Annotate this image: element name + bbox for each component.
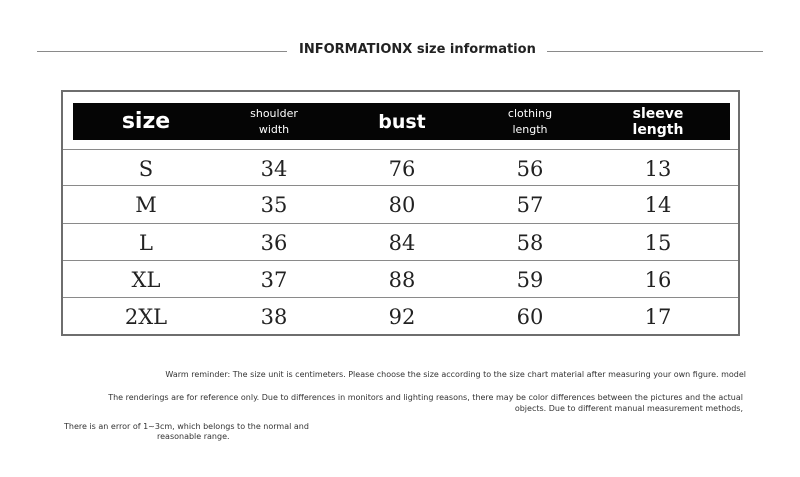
table-row [63,187,738,223]
cell-sleeve: 14 [644,193,672,217]
cell-shoulder: 37 [260,268,288,292]
row-divider [63,223,738,224]
cell-size: L [139,231,153,255]
cell-bust: 76 [388,157,416,181]
cell-sleeve: 13 [644,157,672,181]
cell-size: 2XL [124,305,168,329]
header-size: size [121,109,171,134]
cell-shoulder: 36 [260,231,288,255]
cell-clothing: 60 [516,305,544,329]
header-shoulder-line2: width [258,122,290,136]
header-clothing-line1: clothing [507,106,553,120]
cell-shoulder: 38 [260,305,288,329]
table-row [63,225,738,261]
cell-size: S [138,157,154,181]
note-renderings: The renderings are for reference only. Due to differences in monitors and lighting reasons, there may be color differences between the pictures and the actual [108,393,743,402]
title-divider-left [37,51,287,52]
note-error-range: There is an error of 1~3cm, which belongs to the normal and [64,422,309,431]
cell-clothing: 58 [516,231,544,255]
cell-bust: 80 [388,193,416,217]
cell-bust: 84 [388,231,416,255]
header-clothing-line2: length [512,122,548,136]
cell-shoulder: 34 [260,157,288,181]
cell-bust: 92 [388,305,416,329]
row-divider [63,149,738,150]
header-shoulder-line1: shoulder [250,106,298,120]
page-title: INFORMATIONX size information [299,42,536,57]
table-row [63,262,738,298]
title-divider-right [547,51,763,52]
header-sleeve-line2: length [632,121,684,138]
cell-clothing: 56 [516,157,544,181]
note-warm-reminder: Warm reminder: The size unit is centimeters. Please choose the size according to the size chart material after measuring your own figure. model [165,370,746,379]
cell-clothing: 57 [516,193,544,217]
note-measurement-methods: objects. Due to different manual measurement methods, [514,404,743,413]
title-row [37,40,763,62]
header-shoulder-width [219,103,329,140]
header-sleeve-length [603,103,713,140]
cell-shoulder: 35 [260,193,288,217]
cell-sleeve: 15 [644,231,672,255]
cell-sleeve: 16 [644,268,672,292]
cell-sleeve: 17 [644,305,672,329]
cell-size: XL [131,268,161,292]
cell-size: M [135,193,157,217]
table-row [63,299,738,335]
table-header [73,103,730,140]
size-table [61,90,740,336]
header-bust: bust [378,110,426,133]
cell-clothing: 59 [516,268,544,292]
header-clothing-length [475,103,585,140]
cell-bust: 88 [388,268,416,292]
header-sleeve-line1: sleeve [632,105,684,122]
note-reasonable-range: reasonable range. [157,432,230,441]
table-row [63,151,738,187]
